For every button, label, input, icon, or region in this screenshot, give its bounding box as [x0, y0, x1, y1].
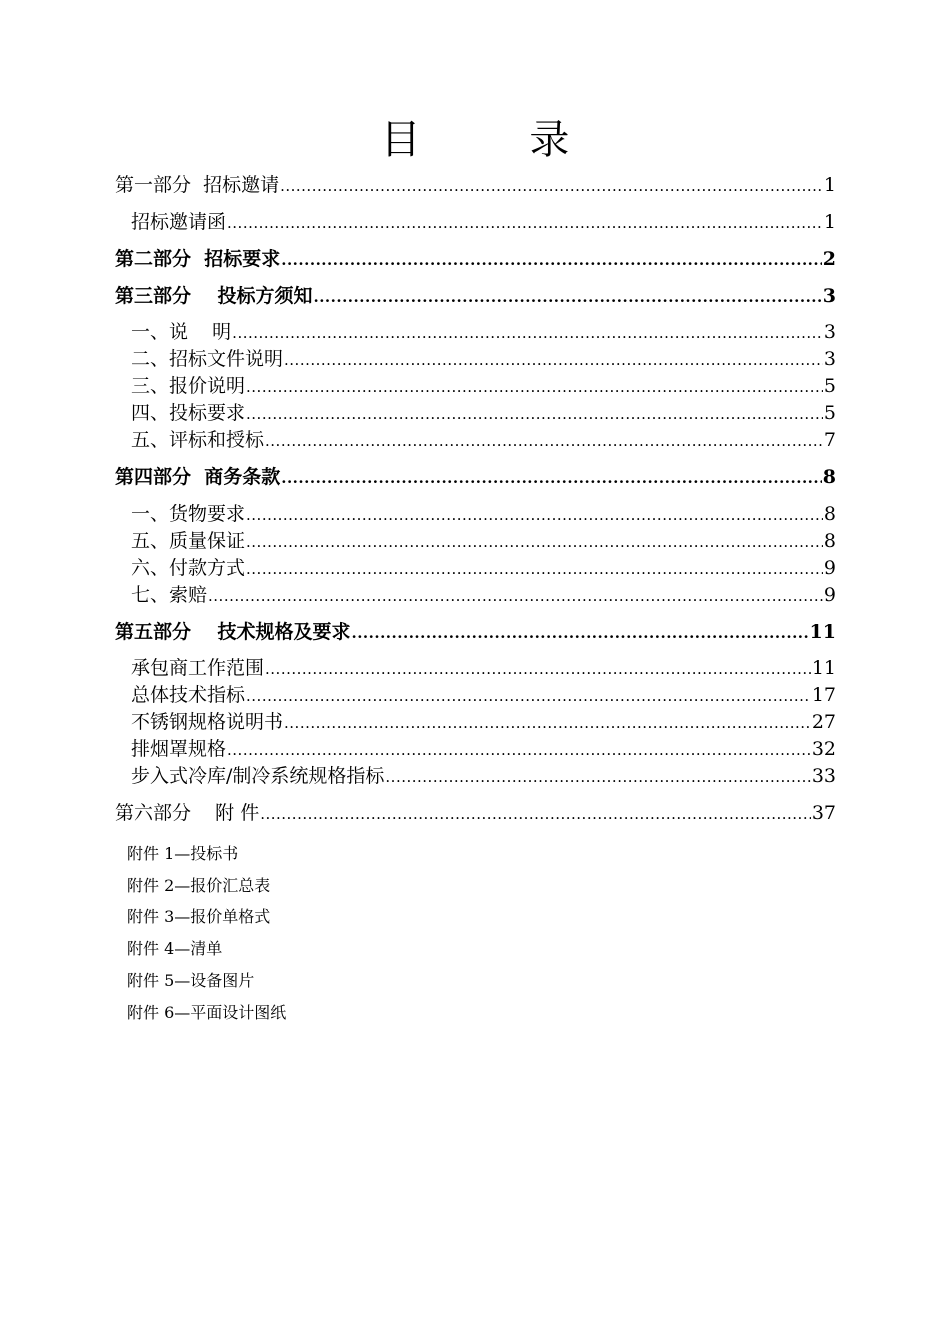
dot-leader — [246, 508, 823, 526]
toc-entry[interactable] — [115, 173, 836, 197]
dot-leader — [260, 807, 811, 825]
toc-entry-label: 一、说 明 — [131, 321, 232, 343]
toc-entry[interactable] — [131, 374, 836, 398]
toc-entry[interactable] — [115, 620, 836, 644]
toc-entry-label: 七、索赔 — [131, 584, 208, 606]
toc-entry-page: 9 — [823, 584, 836, 606]
toc-entry-label: 五、评标和授标 — [131, 429, 265, 451]
toc-entry-label: 不锈钢规格说明书 — [131, 711, 284, 733]
toc-entry[interactable] — [131, 529, 836, 553]
toc-entry-page: 11 — [811, 657, 836, 679]
appendix-item: 附件 1—投标书 — [127, 844, 239, 863]
toc-entry-label: 承包商工作范围 — [131, 657, 265, 679]
toc-entry-label: 二、招标文件说明 — [131, 348, 284, 370]
toc-entry-label: 第五部分 技术规格及要求 — [115, 621, 351, 643]
toc-entry-page: 9 — [823, 557, 836, 579]
toc-entry-page: 17 — [811, 684, 836, 706]
toc-entry-label: 六、付款方式 — [131, 557, 246, 579]
dot-leader — [284, 716, 811, 734]
dot-leader — [284, 353, 823, 371]
dot-leader — [227, 216, 823, 234]
dot-leader — [246, 535, 823, 553]
toc-entry[interactable] — [131, 347, 836, 371]
toc-entry-label: 总体技术指标 — [131, 684, 246, 706]
toc-entry-page: 1 — [823, 211, 836, 233]
dot-leader — [265, 434, 823, 452]
toc-entry[interactable] — [115, 284, 836, 308]
toc-entry-page: 8 — [822, 466, 836, 488]
toc-entry[interactable] — [131, 583, 836, 607]
toc-entry-page: 7 — [823, 429, 836, 451]
toc-entry-label: 招标邀请函 — [131, 211, 227, 233]
toc-entry[interactable] — [115, 801, 836, 825]
dot-leader — [232, 326, 823, 344]
toc-entry[interactable] — [131, 656, 836, 680]
appendix-item: 附件 2—报价汇总表 — [127, 876, 271, 895]
toc-entry[interactable] — [131, 764, 836, 788]
dot-leader — [227, 743, 811, 761]
toc-entry-page: 37 — [811, 802, 836, 824]
toc-entry-page: 5 — [823, 402, 836, 424]
toc-entry-label: 三、报价说明 — [131, 375, 246, 397]
dot-leader — [246, 689, 811, 707]
toc-entry[interactable] — [131, 683, 836, 707]
dot-leader — [246, 562, 823, 580]
dot-leader — [351, 626, 808, 644]
toc-entry-page: 3 — [822, 285, 836, 307]
page-title: 目 录 — [380, 117, 618, 163]
dot-leader — [281, 253, 822, 271]
toc-entry-label: 第一部分 招标邀请 — [115, 174, 280, 196]
toc-entry-label: 一、货物要求 — [131, 503, 246, 525]
toc-entry-page: 3 — [823, 348, 836, 370]
appendix-item: 附件 5—设备图片 — [127, 971, 255, 990]
toc-entry[interactable] — [115, 247, 836, 271]
toc-entry-label: 五、质量保证 — [131, 530, 246, 552]
dot-leader — [208, 589, 823, 607]
toc-entry-page: 27 — [811, 711, 836, 733]
toc-entry-page: 8 — [823, 503, 836, 525]
appendix-item: 附件 4—清单 — [127, 939, 223, 958]
toc-entry-label: 第六部分 附 件 — [115, 802, 260, 824]
toc-entry[interactable] — [131, 428, 836, 452]
toc-entry[interactable] — [131, 737, 836, 761]
toc-entry-page: 2 — [822, 248, 836, 270]
toc-entry[interactable] — [131, 710, 836, 734]
toc-entry[interactable] — [131, 210, 836, 234]
dot-leader — [246, 407, 823, 425]
toc-entry-page: 33 — [811, 765, 836, 787]
dot-leader — [265, 662, 811, 680]
toc-entry-label: 第三部分 投标方须知 — [115, 285, 313, 307]
dot-leader — [246, 380, 823, 398]
toc-entry-page: 32 — [811, 738, 836, 760]
toc-entry-page: 11 — [809, 621, 836, 643]
toc-entry[interactable] — [131, 502, 836, 526]
dot-leader — [313, 290, 821, 308]
toc-entry[interactable] — [131, 556, 836, 580]
toc-entry-label: 第二部分 招标要求 — [115, 248, 281, 270]
appendix-item: 附件 6—平面设计图纸 — [127, 1003, 287, 1022]
toc-entry-label: 排烟罩规格 — [131, 738, 227, 760]
toc-entry-page: 5 — [823, 375, 836, 397]
dot-leader — [281, 471, 822, 489]
dot-leader — [280, 179, 823, 197]
dot-leader — [385, 770, 810, 788]
toc-entry-label: 步入式冷库/制冷系统规格指标 — [131, 765, 385, 787]
appendix-item: 附件 3—报价单格式 — [127, 907, 271, 926]
toc-entry-page: 8 — [823, 530, 836, 552]
toc-entry[interactable] — [131, 320, 836, 344]
toc-entry-page: 3 — [823, 321, 836, 343]
toc-entry-label: 第四部分 商务条款 — [115, 466, 281, 488]
toc-entry[interactable] — [115, 465, 836, 489]
toc-entry[interactable] — [131, 401, 836, 425]
toc-entry-label: 四、投标要求 — [131, 402, 246, 424]
toc-entry-page: 1 — [823, 174, 836, 196]
